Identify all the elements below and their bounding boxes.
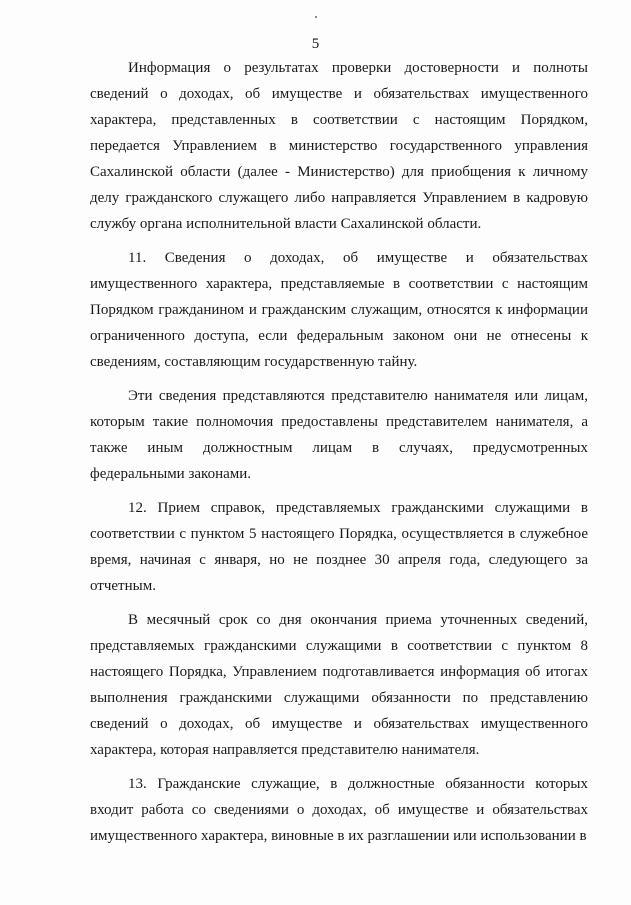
page-number: 5 [311,36,320,52]
paragraph-item-11: 11. Сведения о доходах, об имуществе и обязательствах имущественного характера, представляемые в соответствии с настоящим Порядком гражданином и гражданским служащим, относятся к информации ограниченного доступа, если федеральным законом они не отнесены к сведениям, составляющим государственную тайну. [90,250,588,370]
paragraph-info-results: Информация о результатах проверки достоверности и полноты сведений о доходах, об имуществе и обязательствах имущественного характера, представленных в соответствии с настоящим Порядком, передается Управлением в министерство государственного управления Сахалинской области (далее - Министерство) для приобщения к личному делу гражданского служащего либо направляется Управлением в кадровую службу органа исполнительной власти Сахалинской области. [90,60,588,232]
document-body [90,55,588,857]
paragraph-item-13: 13. Гражданские служащие, в должностные обязанности которых входит работа со сведениями о доходах, об имуществе и обязательствах имущественного характера, виновные в их разглашении или использовании в [90,776,588,844]
scan-speck [315,16,317,18]
paragraph-item-12: 12. Прием справок, представляемых гражданскими служащими в соответствии с пунктом 5 настоящего Порядка, осуществляется в служебное время, начиная с января, но не позднее 30 апреля года, следующего за отчетным. [90,500,588,594]
paragraph-info-recipients: Эти сведения представляются представителю нанимателя или лицам, которым такие полномочия предоставлены представителем нанимателя, а также иным должностным лицам в случаях, предусмотренных федеральными законами. [90,388,588,482]
paragraph-monthly-term: В месячный срок со дня окончания приема уточненных сведений, представляемых гражданскими служащими в соответствии с пунктом 8 настоящего Порядка, Управлением подготавливается информация об итогах выполнения гражданскими служащими обязанности по представлению сведений о доходах, об имуществе и обязательствах имущественного характера, которая направляется представителю нанимателя. [90,612,588,758]
